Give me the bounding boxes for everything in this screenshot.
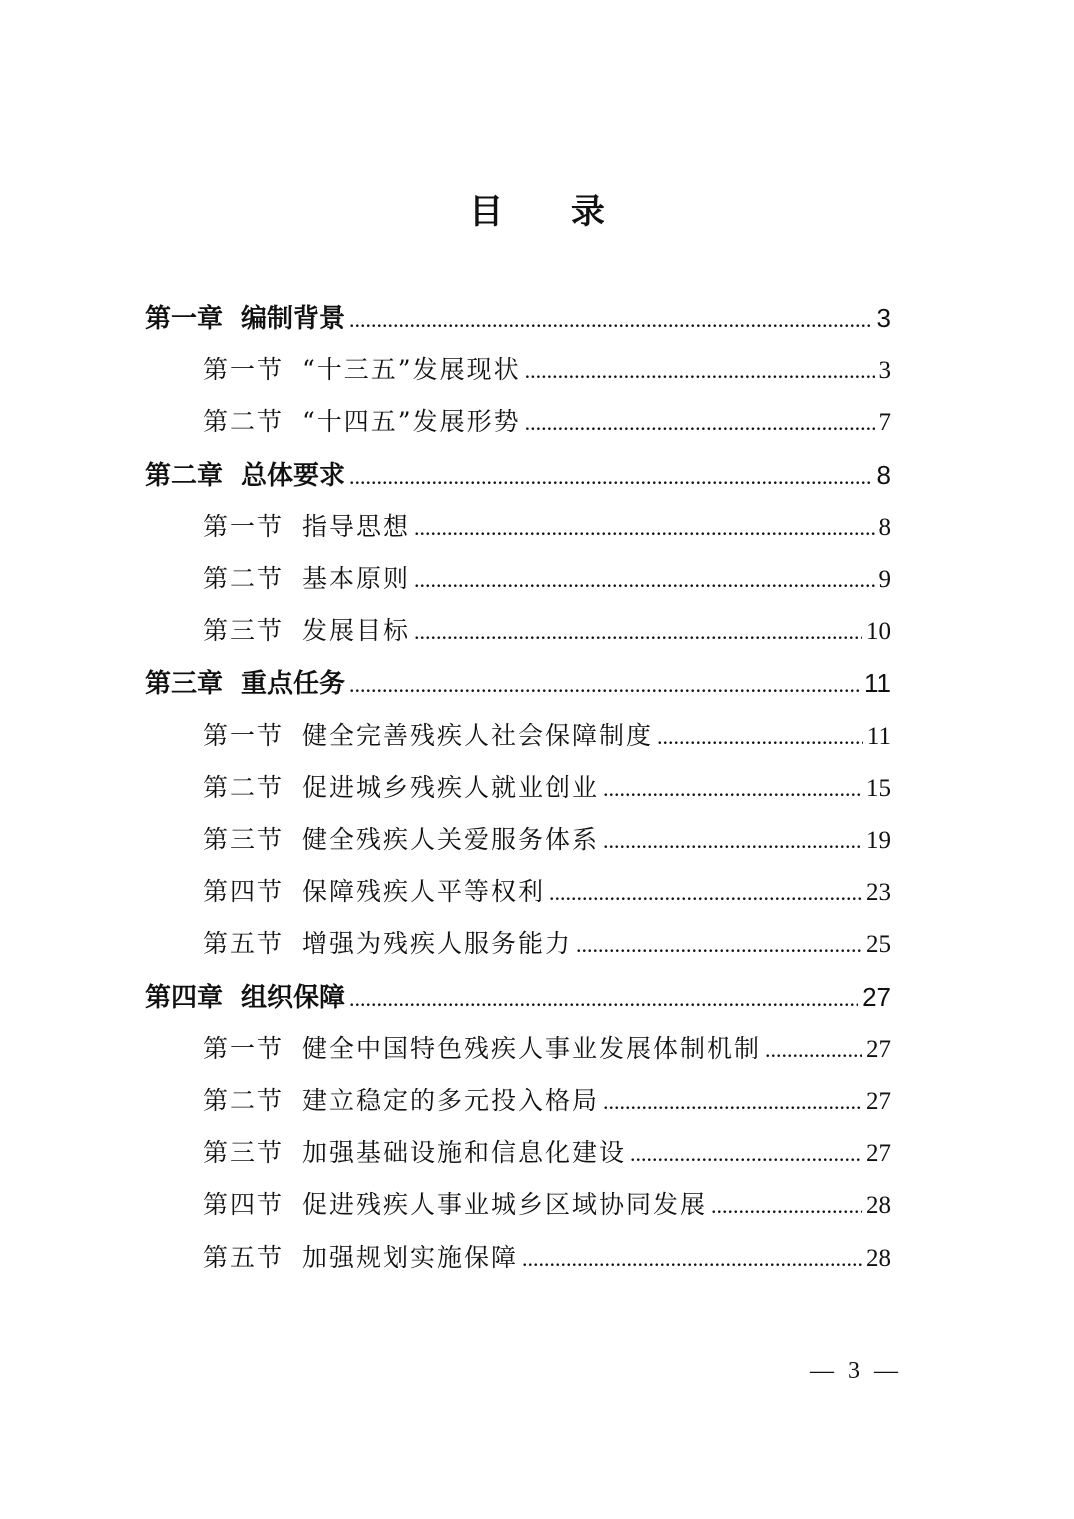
entry-number: 第二节 bbox=[203, 564, 285, 593]
entry-title: 保障残疾人平等权利 bbox=[302, 877, 546, 907]
toc-section-entry bbox=[203, 1183, 891, 1227]
entry-number: 第二章 bbox=[145, 460, 224, 491]
toc-section-entry bbox=[203, 557, 891, 601]
entry-number: 第二节 bbox=[203, 772, 285, 802]
entry-title: 总体要求 bbox=[241, 460, 346, 491]
toc-section-entry bbox=[203, 766, 891, 810]
entry-number: 第一节 bbox=[203, 1033, 285, 1063]
entry-title: 编制背景 bbox=[241, 304, 346, 334]
entry-page-number: 11 bbox=[864, 668, 891, 699]
entry-title: 重点任务 bbox=[241, 669, 346, 700]
entry-page-number: 27 bbox=[866, 1140, 891, 1168]
entry-page-number: 7 bbox=[878, 409, 891, 437]
entry-page-number: 27 bbox=[866, 1088, 891, 1115]
dot-leader bbox=[765, 1028, 862, 1072]
entry-page-number: 19 bbox=[866, 827, 891, 854]
toc-section-entry bbox=[203, 1027, 891, 1071]
toc-section-entry bbox=[203, 714, 891, 758]
toc-section-entry bbox=[203, 870, 891, 914]
entry-title: 发展目标 bbox=[302, 616, 411, 646]
dot-leader bbox=[603, 767, 862, 811]
toc-chapter-entry bbox=[145, 661, 891, 705]
dot-leader bbox=[414, 610, 862, 654]
entry-title: 促进城乡残疾人就业创业 bbox=[302, 772, 600, 802]
entry-title: 健全中国特色残疾人事业发展体制机制 bbox=[302, 1033, 762, 1063]
dot-leader bbox=[349, 298, 873, 342]
toc-section-entry bbox=[203, 818, 891, 862]
dot-leader bbox=[349, 663, 860, 707]
dot-leader bbox=[349, 455, 873, 499]
entry-number: 第二节 bbox=[203, 1086, 285, 1115]
entry-number: 第一节 bbox=[203, 511, 285, 541]
dot-leader bbox=[525, 401, 875, 445]
entry-page-number: 3 bbox=[876, 303, 891, 333]
entry-number: 第三章 bbox=[145, 669, 224, 700]
entry-title: 基本原则 bbox=[302, 564, 411, 593]
entry-page-number: 23 bbox=[866, 879, 891, 907]
dot-leader bbox=[576, 923, 862, 967]
entry-title: 组织保障 bbox=[241, 982, 346, 1013]
entry-page-number: 27 bbox=[862, 981, 891, 1012]
entry-number: 第一节 bbox=[203, 355, 285, 385]
dot-leader bbox=[711, 1184, 862, 1228]
dot-leader bbox=[630, 1132, 862, 1176]
toc-title: 目 录 bbox=[469, 192, 633, 232]
dot-leader bbox=[603, 1080, 862, 1124]
entry-page-number: 8 bbox=[878, 513, 891, 541]
entry-number: 第四节 bbox=[203, 877, 285, 907]
entry-number: 第三节 bbox=[203, 825, 285, 854]
dot-leader bbox=[657, 715, 863, 759]
entry-title: 健全完善残疾人社会保障制度 bbox=[302, 720, 654, 750]
toc-chapter-entry bbox=[145, 453, 891, 497]
toc-section-entry bbox=[203, 922, 891, 966]
entry-title: 加强规划实施保障 bbox=[302, 1242, 519, 1272]
entry-number: 第二节 bbox=[203, 407, 285, 437]
entry-title: 促进残疾人事业城乡区域协同发展 bbox=[302, 1190, 708, 1220]
entry-page-number: 9 bbox=[878, 566, 891, 593]
toc-section-entry bbox=[203, 505, 891, 549]
entry-number: 第三节 bbox=[203, 616, 285, 646]
dot-leader bbox=[522, 1237, 862, 1281]
dot-leader bbox=[603, 819, 862, 863]
entry-title: 加强基础设施和信息化建设 bbox=[302, 1138, 627, 1168]
entry-title: 指导思想 bbox=[302, 511, 411, 541]
toc-chapter-entry bbox=[145, 296, 891, 340]
entry-number: 第四章 bbox=[145, 982, 224, 1013]
dot-leader bbox=[414, 558, 874, 602]
toc-section-entry bbox=[203, 1131, 891, 1175]
toc-section-entry bbox=[203, 400, 891, 444]
toc-chapter-entry bbox=[145, 975, 891, 1019]
entry-title: “十四五”发展形势 bbox=[302, 407, 521, 437]
entry-number: 第一节 bbox=[203, 720, 285, 750]
entry-page-number: 3 bbox=[878, 357, 891, 385]
entry-page-number: 8 bbox=[876, 459, 891, 490]
entry-page-number: 25 bbox=[866, 931, 891, 959]
entry-number: 第四节 bbox=[203, 1190, 285, 1220]
toc-section-entry bbox=[203, 348, 891, 392]
entry-page-number: 27 bbox=[866, 1035, 891, 1063]
entry-title: 增强为残疾人服务能力 bbox=[302, 929, 573, 959]
toc-section-entry bbox=[203, 1236, 891, 1280]
entry-number: 第一章 bbox=[145, 304, 224, 334]
page-number: — 3 — bbox=[810, 1358, 902, 1384]
entry-number: 第三节 bbox=[203, 1138, 285, 1168]
entry-number: 第五节 bbox=[203, 1242, 285, 1272]
dot-leader bbox=[414, 506, 874, 550]
entry-page-number: 11 bbox=[866, 722, 891, 750]
entry-page-number: 28 bbox=[866, 1244, 891, 1272]
entry-page-number: 10 bbox=[866, 618, 891, 646]
entry-title: “十三五”发展现状 bbox=[302, 355, 521, 385]
entry-page-number: 28 bbox=[866, 1192, 891, 1220]
toc-section-entry bbox=[203, 1079, 891, 1123]
dot-leader bbox=[525, 349, 875, 393]
entry-number: 第五节 bbox=[203, 929, 285, 959]
entry-page-number: 15 bbox=[866, 774, 891, 802]
dot-leader bbox=[349, 977, 858, 1021]
entry-title: 建立稳定的多元投入格局 bbox=[302, 1086, 600, 1115]
toc-section-entry bbox=[203, 609, 891, 653]
dot-leader bbox=[549, 871, 862, 915]
entry-title: 健全残疾人关爱服务体系 bbox=[302, 825, 600, 854]
